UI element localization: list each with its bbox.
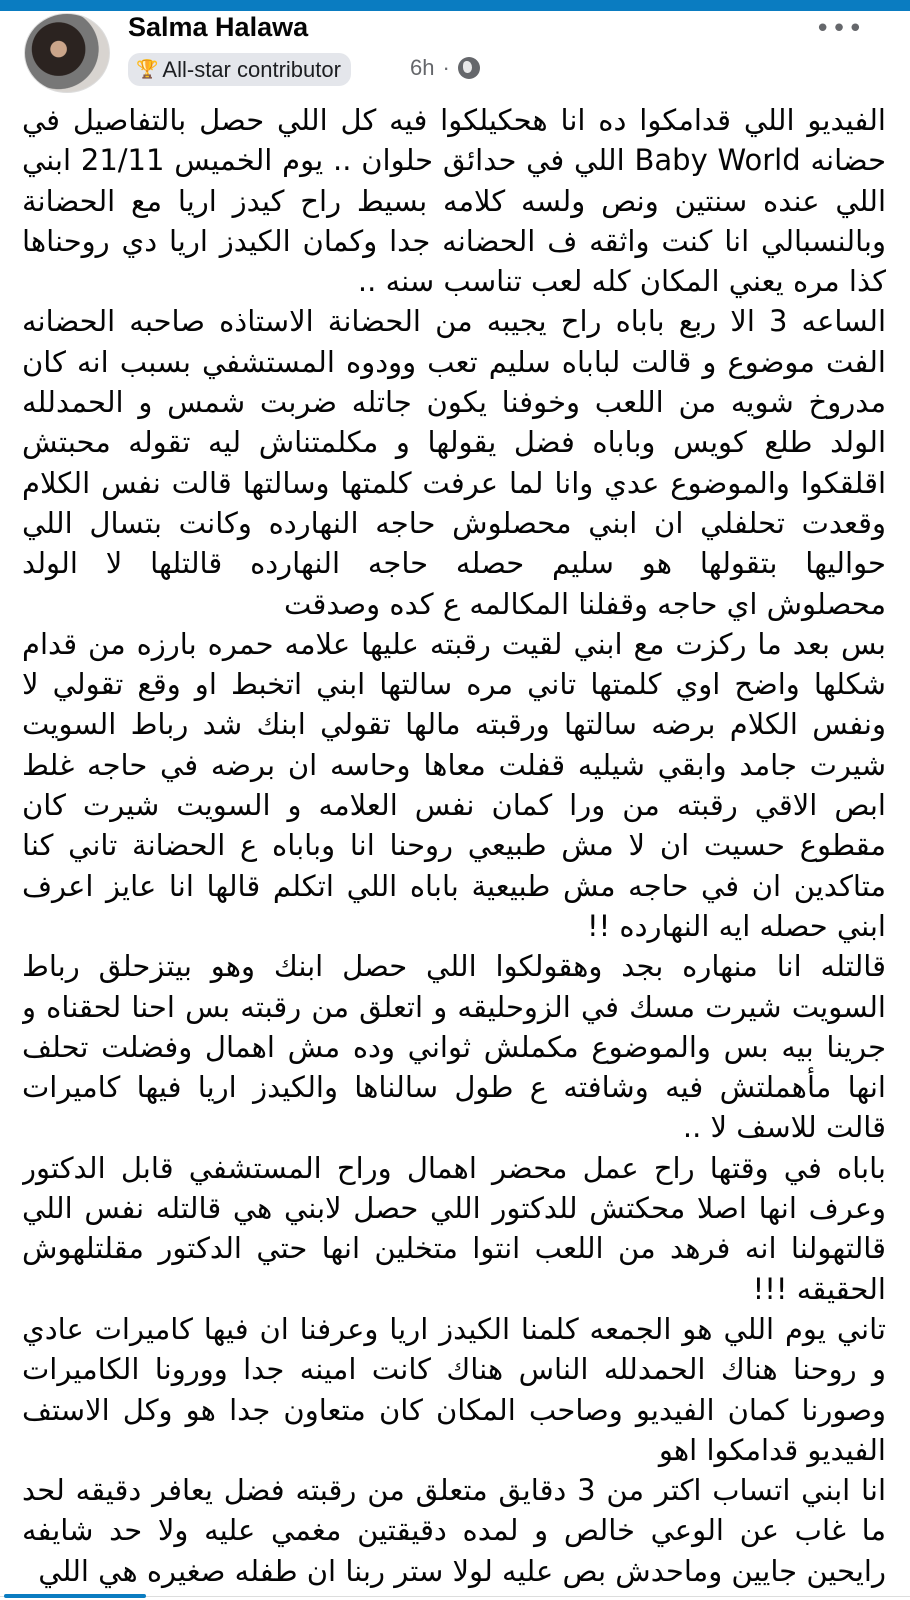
post-text-line: قالتله انا منهاره بجد وهقولكوا اللي حصل ابنك وهو بيتزحلق رباط [22,949,886,984]
post-text-line: ابص الاقي رقبته من ورا كمان نفس العلامه و السويت شيرت كان [22,788,886,823]
post-text-line: اللي عنده سنتين ونص ولسه كلامه بسيط راح كيدز اريا مع الحضانة [22,183,886,218]
post-time[interactable]: 6h [410,55,435,80]
top-bar [0,0,910,11]
post-text-line: الولد طلع كويس وباباه فضل يقولها و مكلمتناش ليه تقوله محبتش [22,425,886,460]
post-body [22,100,886,1591]
post-text-line: بس بعد ما ركزت مع ابني لقيت رقبته عليها علامه حمره بارزه من قدام [22,626,886,661]
author-name[interactable]: Salma Halawa [128,12,309,42]
more-options-button[interactable]: ••• [814,14,864,44]
post-text-line: ونفس الكلام برضه سالتها ورقبته مالها تقولي ابنك شد رباط السويت [22,707,886,742]
post-text-line: الفيديو قدامكوا اهو [658,1432,886,1467]
post-text-line: محصلوش اي حاجه وقفلنا المكالمه ع كده وصدقت [283,586,886,621]
post-text-line: انا ابني اتساب اكتر من 3 دقايق متعلق من رقبته فضل يعافر دقيقه لحد [22,1473,886,1508]
post-text-line: متاكدين ان في حاجه مش طبيعية باباه اللي اتكلم قالها انا عايز اعرف [22,868,886,903]
contributor-badge[interactable] [128,53,351,86]
post-text-line: اقلقكوا والموضوع عدي وانا لما عرفت كلمتها وسالتها قالت نفس الكلام [22,465,886,500]
post-text-line: ابني حصله ايه النهارده !! [586,908,886,943]
post-text-line: ما غاب عن الوعي خالص و لمده دقيقتين مغمي عليه ولا حد شايفه [22,1513,886,1548]
separator: · [442,55,450,80]
post-text-line: وعرف انها اصلا محكتش للدكتور اللي حصل لابني هي قالتله نفس اللي [22,1191,886,1226]
post-text-line: قالتهولنا انه فرهد من اللعب انتوا متخلين انها حتي الدكتور مقلتلهوش [22,1231,886,1266]
post-meta [410,55,480,81]
trophy-icon: 🏆 [136,59,159,79]
avatar[interactable] [24,13,110,93]
post-text-line: انها مأهملتش فيه وشافته ع طول سالناها والكيدز اريا فيها كاميرات [22,1070,886,1105]
post-text-line: حواليها بتقولها هو سليم حصله حاجه النهارده قالتلها لا الولد [22,546,886,581]
post-text-line: جرينا بيه بس والموضوع مكملش ثواني وده مش اهمال وفضلت تحلف [22,1029,886,1064]
post-text-line: السويت شيرت مسك في الزوحليقه و اتعلق من رقبته بس احنا لحقناه و [22,989,886,1024]
post-text-line: قالت للاسف لا .. [682,1110,886,1145]
post-text-line: الفيديو اللي قدامكوا ده انا هحكيلكوا فيه كل اللي حصل بالتفاصيل في [22,103,886,137]
post-text-line: شكلها واضح اوي كلمتها تاني مره سالتها ابني اتخبط او وقع تقولي لا [22,667,886,702]
post-text-line: حضانه Baby World اللي في حدائق حلوان .. يوم الخميس 21/11 ابني [22,143,886,178]
post-text-line: باباه في وقتها راح عمل محضر اهمال وراح المستشفي قابل الدكتور [22,1150,886,1185]
post-text-line: الفت موضوع و قالت لباباه سليم تعب وودوه المستشفي بسبب انه كان [22,344,886,379]
post-text-line: كذا مره يعني المكان كله لعب تناسب سنه .. [357,264,886,299]
post-text-line: الحقيقه !!! [752,1271,886,1306]
post-text-line: مقطوع حسيت ان لا مش طبيعي روحنا انا وباباه ع الحضانة تاني كنا [22,828,886,863]
post-text-line: وبالنسبالي انا كنت واثقه ف الحضانه جدا وكمان الكيدز اريا دي روحناها [22,223,886,258]
scroll-indicator [4,1594,146,1598]
post-text-line: وصورنا كمان الفيديو وصاحب المكان كان متعاون جدا هو وكل الاستف [22,1392,886,1427]
post-text-line: مدروخ شويه من اللعب وخوفنا يكون جاتله ضربت شمس و الحمدلله [22,385,886,420]
post-text-line: و روحنا هناك الحمدلله الناس هناك كانت امينه جدا وورونا الكاميرات [22,1352,886,1387]
post-text-line: وقعدت تحلفلي ان ابني محصلوش حاجه النهارده وكانت بتسال اللي [22,505,886,540]
post-text-line: رايحين جايين وماحدش بص عليه لولا ستر ربنا ان طفله صغيره هي اللي [38,1553,886,1588]
globe-icon [458,57,480,79]
post-text-line: تاني يوم اللي هو الجمعه كلمنا الكيدز اريا وعرفنا ان فيها كاميرات عادي [22,1311,886,1346]
post-text-line: شيرت جامد وابقي شيليه قفلت معاها وحاسه ان برضه في حاجه غلط [22,747,886,782]
post-text-line: الساعه 3 الا ربع باباه راح يجيبه من الحضانة الاستاذه صاحبه الحضانه [22,304,886,339]
badge-label: All-star contributor [162,56,341,82]
